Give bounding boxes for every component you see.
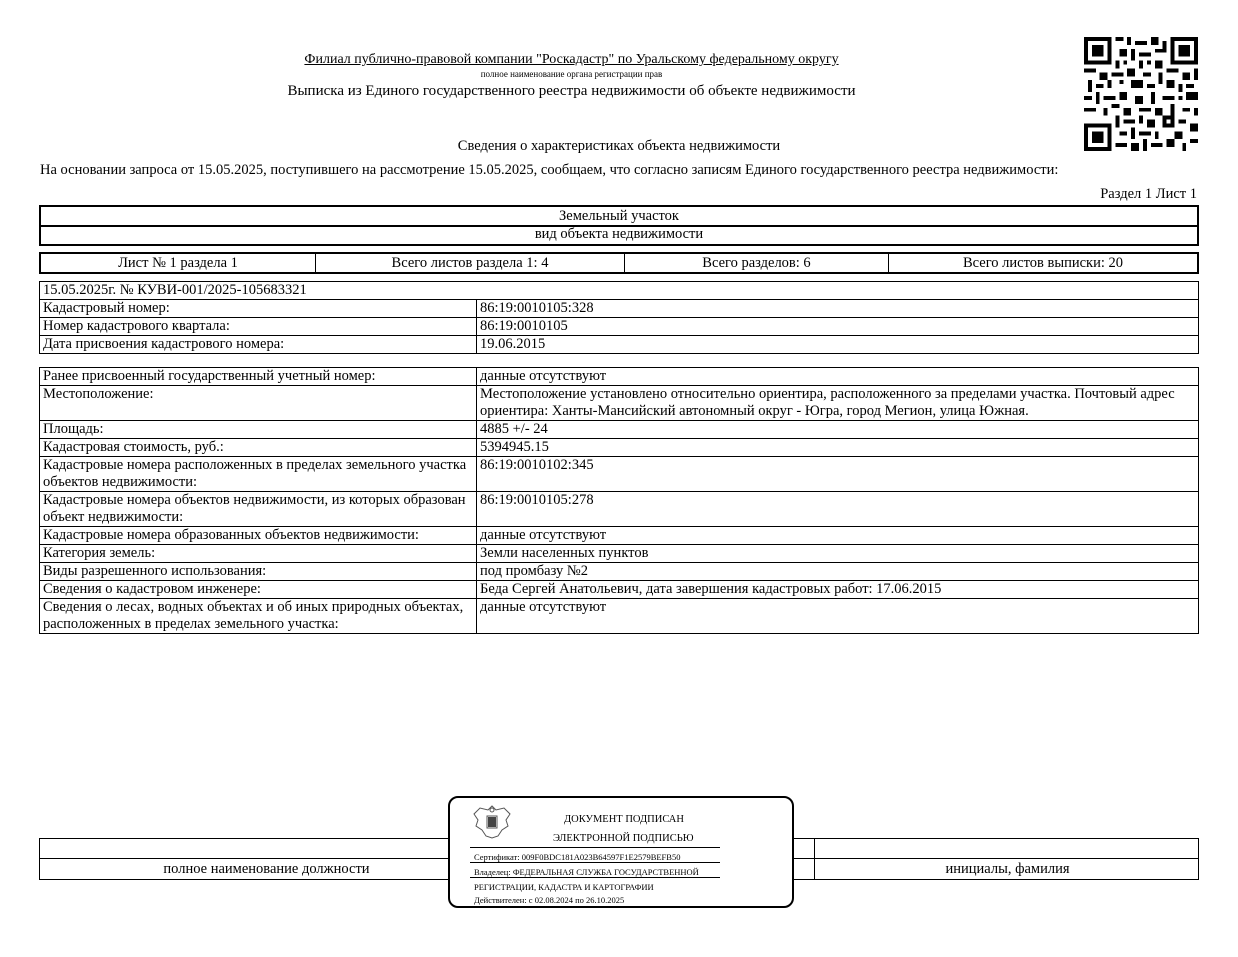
document-title: Выписка из Единого государственного реестра недвижимости об объекте недвижимости [287,83,856,99]
row-value: Беда Сергей Анатольевич, дата завершения кадастровых работ: 17.06.2015 [477,581,1199,599]
row-label: Сведения о лесах, водных объектах и об иных природных объектах, расположенных в пределах земельного участка: [40,599,477,634]
row-value: Земли населенных пунктов [477,545,1199,563]
table-row [40,563,1199,581]
table-row [40,300,1199,318]
row-value: данные отсутствуют [477,368,1199,386]
qr-code-icon [1084,37,1198,151]
sheet-number: Лист № 1 раздела 1 [41,254,316,272]
name-caption: инициалы, фамилия [945,861,1070,877]
row-value: 19.06.2015 [477,336,1199,354]
organization-name: Филиал публично-правовой компании "Роскадастр" по Уральскому федеральному округу [304,52,839,67]
stamp-rule [470,877,720,878]
row-label: Категория земель: [40,545,477,563]
row-label: Кадастровые номера образованных объектов недвижимости: [40,527,477,545]
stamp-line1: ДОКУМЕНТ ПОДПИСАН [564,814,684,825]
main-info-table [39,281,1199,354]
stamp-owner-line1: Владелец: ФЕДЕРАЛЬНАЯ СЛУЖБА ГОСУДАРСТВЕННОЙ [474,867,699,877]
row-label: Местоположение: [40,386,477,421]
stamp-rule [470,862,720,863]
record-id: 15.05.2025г. № КУВИ-001/2025-105683321 [40,282,1199,300]
stamp-validity: Действителен: с 02.08.2024 по 26.10.2025 [474,895,625,905]
table-row [40,457,1199,492]
emblem-icon [470,802,514,842]
row-value: 86:19:0010105:328 [477,300,1199,318]
row-label: Площадь: [40,421,477,439]
intro-text: На основании запроса от 15.05.2025, поступившего на рассмотрение 15.05.2025, сообщаем, что согласно записям Единого государственного реестра недвижимости: [40,162,1059,178]
row-value: 4885 +/- 24 [477,421,1199,439]
row-value: 86:19:0010105 [477,318,1199,336]
table-row [40,581,1199,599]
row-value: 86:19:0010102:345 [477,457,1199,492]
row-label: Дата присвоения кадастрового номера: [40,336,477,354]
row-value: 86:19:0010105:278 [477,492,1199,527]
total-extract-sheets: Всего листов выписки: 20 [963,255,1123,271]
total-section-sheets: Всего листов раздела 1: 4 [316,254,625,272]
row-label: Сведения о кадастровом инженере: [40,581,477,599]
signature-cell-divider [814,838,815,880]
organization-caption: полное наименование органа регистрации прав [480,69,663,79]
row-label: Кадастровые номера объектов недвижимости, из которых образован объект недвижимости: [40,492,477,527]
row-label: Виды разрешенного использования: [40,563,477,581]
row-label: Кадастровые номера расположенных в пределах земельного участка объектов недвижимости: [40,457,477,492]
section-sheet-label: Раздел 1 Лист 1 [1100,186,1197,202]
row-label: Ранее присвоенный государственный учетный номер: [40,368,477,386]
table-row [40,492,1199,527]
table-row [40,527,1199,545]
row-value: данные отсутствуют [477,599,1199,634]
object-type-caption: вид объекта недвижимости [39,225,1199,246]
object-type: Земельный участок [39,205,1199,227]
table-row [40,599,1199,634]
electronic-signature-stamp [448,796,794,908]
stamp-line2: ЭЛЕКТРОННОЙ ПОДПИСЬЮ [553,833,694,844]
row-value: данные отсутствуют [477,527,1199,545]
table-row [40,545,1199,563]
table-row [40,368,1199,386]
row-label: Номер кадастрового квартала: [40,318,477,336]
sheet-info-row [39,252,1199,274]
section-title: Сведения о характеристиках объекта недвижимости [457,138,781,154]
stamp-owner-line2: РЕГИСТРАЦИИ, КАДАСТРА И КАРТОГРАФИИ [474,882,654,892]
table-row [40,386,1199,421]
stamp-rule [470,847,720,848]
table-row [40,439,1199,457]
table-row [40,318,1199,336]
total-sections: Всего разделов: 6 [625,254,889,272]
row-label: Кадастровый номер: [40,300,477,318]
table-row [40,421,1199,439]
detail-info-table [39,367,1199,634]
stamp-certificate: Сертификат: 009F0BDC181A023B64597F1E2579BEFB50 [474,852,681,862]
row-value: Местоположение установлено относительно ориентира, расположенного за пределами участка. Почтовый адрес ориентира: Ханты-Мансийский автономный округ - Югра, город Мегион, улица Южная. [477,386,1199,421]
row-value: под промбазу №2 [477,563,1199,581]
position-caption: полное наименование должности [163,861,370,877]
table-row [40,336,1199,354]
row-value: 5394945.15 [477,439,1199,457]
row-label: Кадастровая стоимость, руб.: [40,439,477,457]
